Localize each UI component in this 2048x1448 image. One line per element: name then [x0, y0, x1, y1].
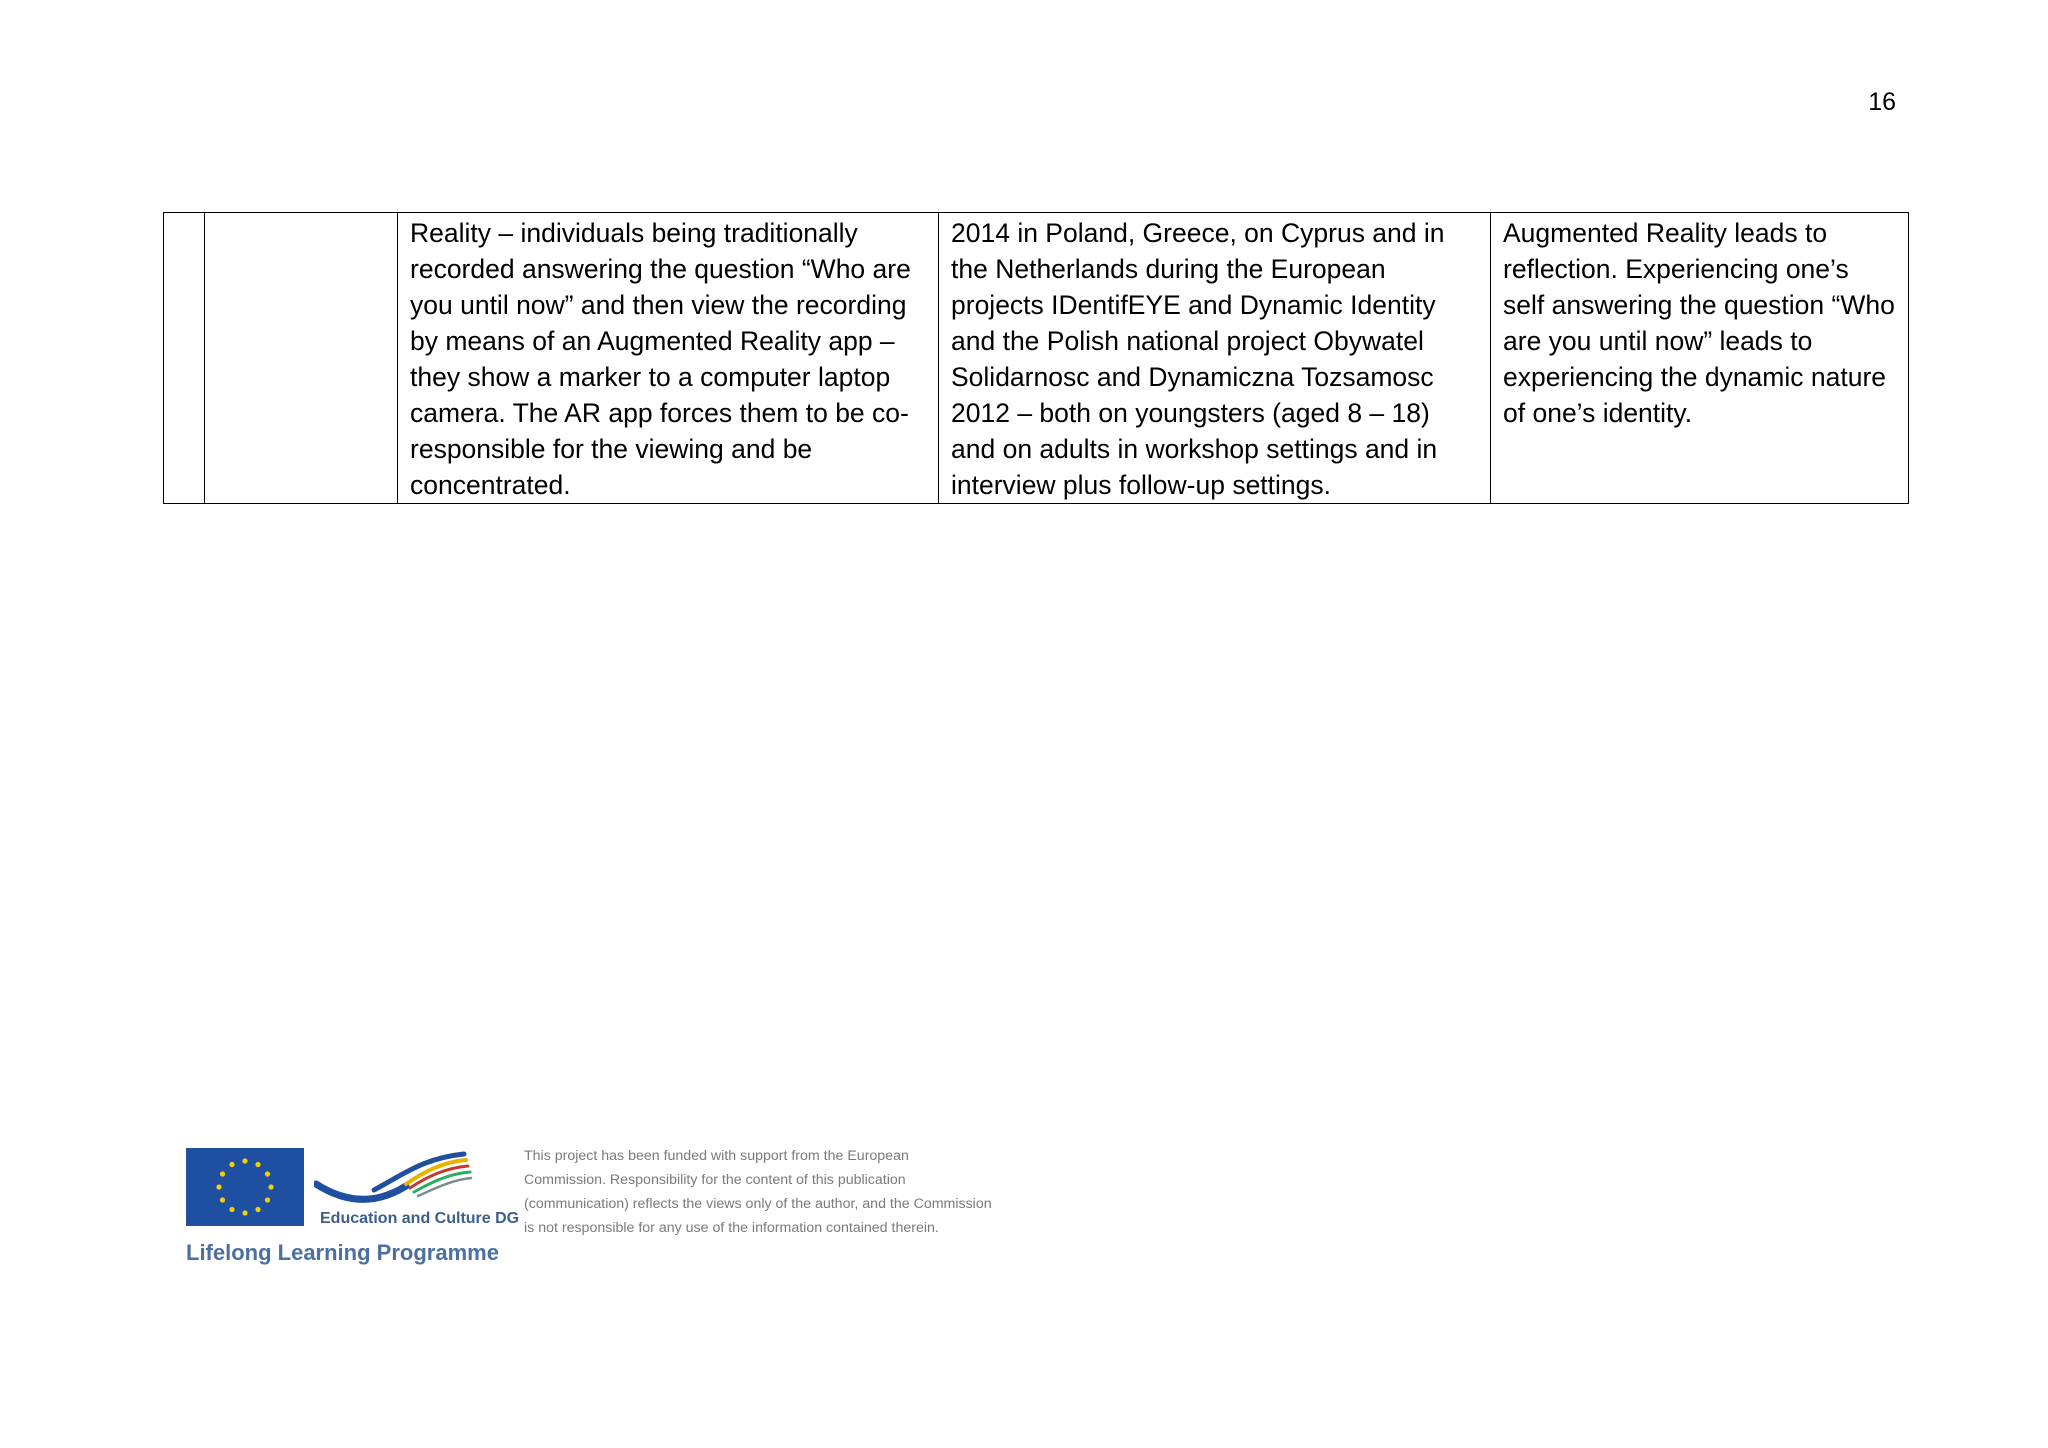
page-number: 16	[1868, 88, 1896, 116]
eu-star	[268, 1184, 273, 1189]
dg-label: Education and Culture DG	[320, 1210, 520, 1227]
llp-swoosh-icon	[314, 1144, 474, 1214]
content-table	[163, 212, 1909, 504]
table-cell-outcome: Augmented Reality leads to reflection. Experiencing one’s self answering the question “Who are you until now” leads to experiencing the dynamic nature of one’s identity.	[1491, 213, 1909, 504]
table-row	[164, 213, 1909, 504]
eu-star	[242, 1158, 247, 1163]
eu-star	[220, 1171, 225, 1176]
programme-label: Lifelong Learning Programme	[186, 1240, 499, 1265]
table-cell-2	[205, 213, 398, 504]
eu-star	[229, 1162, 234, 1167]
table-cell-description: Reality – individuals being traditionally recorded answering the question “Who are you until now” and then view the recording by means of an Augmented Reality app – they show a marker to a computer laptop camera. The AR app forces them to be co-responsible for the viewing and be concentrated.	[398, 213, 939, 504]
table-cell-context: 2014 in Poland, Greece, on Cyprus and in the Netherlands during the European projects IDentifEYE and Dynamic Identity and the Polish national project Obywatel Solidarnosc and Dynamiczna Tozsamosc 2012 – both on youngsters (aged 8 – 18) and on adults in workshop settings and in interview plus follow-up settings.	[939, 213, 1491, 504]
table-cell-1	[164, 213, 205, 504]
eu-star	[265, 1197, 270, 1202]
funding-disclaimer: This project has been funded with support from the European Commission. Responsibility for the content of this publication (communication) reflects the views only of the author, and the Commission is not responsible for any use of the information contained therein.	[524, 1148, 992, 1236]
eu-star	[229, 1207, 234, 1212]
eu-star	[242, 1210, 247, 1215]
eu-star	[265, 1171, 270, 1176]
eu-star	[255, 1207, 260, 1212]
eu-star	[255, 1162, 260, 1167]
funding-footer	[186, 1140, 996, 1280]
eu-star	[220, 1197, 225, 1202]
eu-flag-icon	[186, 1148, 304, 1226]
eu-star	[216, 1184, 221, 1189]
